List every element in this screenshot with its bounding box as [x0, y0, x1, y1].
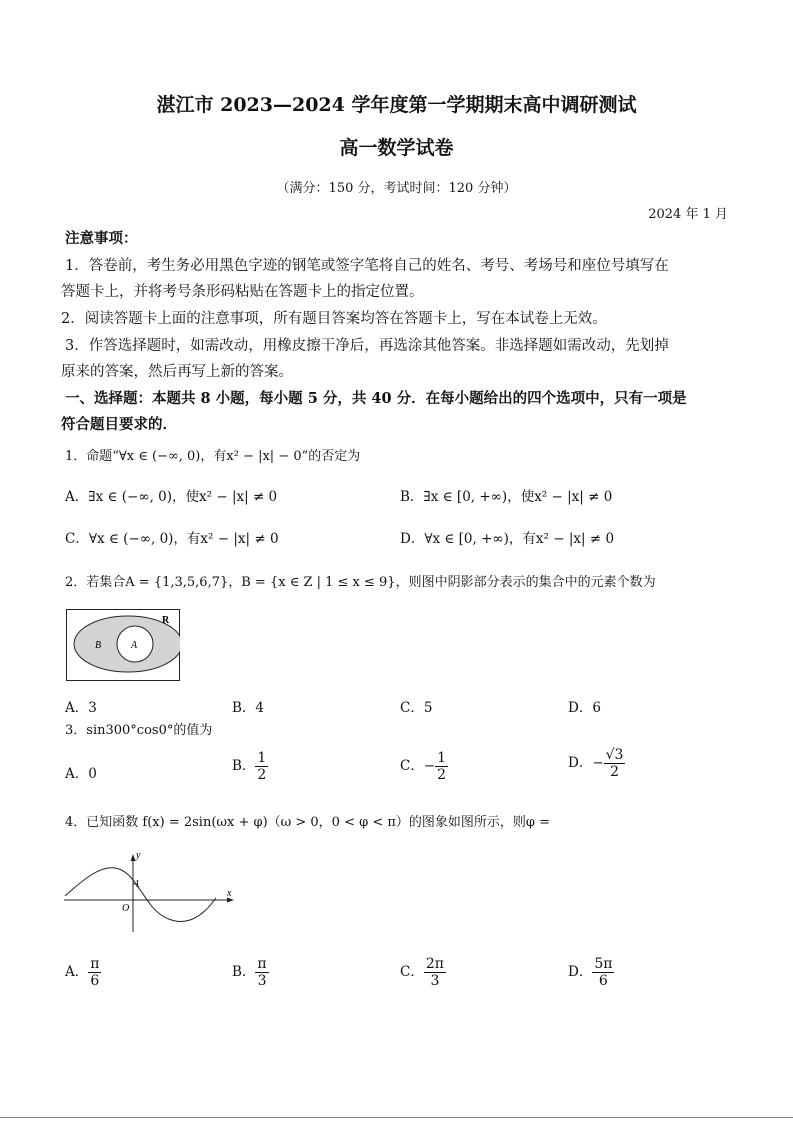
- q3-c-denominator: 2: [437, 767, 447, 783]
- q2-option-d: D．6: [568, 700, 601, 716]
- q3-option-b-fraction: [255, 750, 268, 783]
- q4-b-numerator: π: [257, 956, 267, 972]
- exam-subtitle: 高一数学试卷: [339, 137, 454, 159]
- exam-meta: （满分：150 分，考试时间：120 分钟）: [276, 181, 517, 196]
- q3-d-denominator: 2: [610, 764, 620, 780]
- q4-a-numerator: π: [90, 956, 100, 972]
- q4-stem: 4．已知函数 f(x) = 2sin(ωx + φ)（ω > 0，0 < φ < π）的图象如图所示，则φ =: [65, 815, 551, 830]
- q3-option-b-label: B．: [232, 758, 256, 774]
- venn-label-b: B: [95, 640, 102, 651]
- q3-b-numerator: 1: [257, 750, 267, 766]
- sine-curve: [65, 868, 216, 922]
- q4-option-a-fraction: [88, 956, 101, 989]
- q2-option-c: C．5: [400, 700, 433, 716]
- graph-y-arrow: [131, 854, 136, 861]
- sine-graph: [60, 848, 240, 934]
- graph-label-one: 1: [135, 879, 140, 890]
- q1-option-a: A．∃x ∈ (−∞, 0)，使x² − |x| ≠ 0: [65, 489, 278, 505]
- section-heading-line1: 一、选择题：本题共 8 小题，每小题 5 分，共 40 分．在每小题给出的四个选项中，只有一项是: [65, 390, 687, 407]
- graph-label-x: x: [227, 888, 232, 899]
- exam-date: 2024 年 1 月: [648, 207, 728, 222]
- notice-item-3a: 3．作答选择题时，如需改动，用橡皮擦干净后，再选涂其他答案。非选择题如需改动，先划掉: [65, 338, 669, 354]
- q4-option-a-label: A．: [65, 964, 89, 980]
- q4-option-b-label: B．: [232, 964, 256, 980]
- notice-item-2: 2．阅读答题卡上面的注意事项，所有题目答案均答在答题卡上，写在本试卷上无效。: [61, 311, 607, 327]
- q3-c-numerator: 1: [437, 750, 447, 766]
- q3-option-c: [400, 750, 448, 783]
- q4-option-c-label: C．: [400, 964, 424, 980]
- q1-option-c: C．∀x ∈ (−∞, 0)，有x² − |x| ≠ 0: [65, 531, 279, 547]
- graph-label-y: y: [136, 850, 141, 861]
- q4-option-d-label: D．: [568, 964, 593, 980]
- q4-option-b-fraction: [255, 956, 268, 989]
- q3-option-c-label: C．−: [400, 758, 436, 774]
- q2-stem: 2．若集合A = {1,3,5,6,7}，B = {x ∈ Z | 1 ≤ x ≤ 9}，则图中阴影部分表示的集合中的元素个数为: [65, 575, 656, 590]
- q4-b-denominator: 3: [257, 973, 267, 989]
- section-heading-line2: 符合题目要求的．: [61, 416, 177, 433]
- venn-label-a: A: [131, 640, 138, 651]
- notice-heading: 注意事项：: [65, 230, 138, 247]
- notice-item-3b: 原来的答案，然后再写上新的答案。: [61, 364, 293, 380]
- q3-stem: 3．sin300°cos0°的值为: [65, 723, 213, 738]
- q4-option-a: [65, 956, 101, 989]
- q3-option-a: A．0: [65, 766, 97, 782]
- q4-option-d-fraction: [592, 956, 614, 989]
- q3-option-d-label: D．−: [568, 755, 604, 771]
- q4-d-denominator: 6: [598, 973, 608, 989]
- q3-d-numerator: √3: [605, 747, 624, 763]
- q3-option-d-fraction: [604, 747, 626, 780]
- q2-option-b: B．4: [232, 700, 265, 716]
- q2-option-a: A．3: [65, 700, 97, 716]
- q4-c-denominator: 3: [430, 973, 440, 989]
- q4-option-d: [568, 956, 614, 989]
- page-bottom-rule: [0, 1117, 793, 1118]
- q4-d-numerator: 5π: [594, 956, 613, 972]
- q1-stem: 1．命题“∀x ∈ (−∞, 0)，有x² − |x| − 0”的否定为: [65, 449, 361, 464]
- venn-label-r: R: [162, 615, 170, 626]
- q4-c-numerator: 2π: [425, 956, 444, 972]
- q4-option-c-fraction: [424, 956, 446, 989]
- q1-option-b: B．∃x ∈ [0, +∞)，使x² − |x| ≠ 0: [400, 489, 613, 505]
- q3-option-b: [232, 750, 268, 783]
- notice-item-1b: 答题卡上，并将考号条形码粘贴在答题卡上的指定位置。: [61, 284, 424, 300]
- graph-label-origin: O: [122, 903, 130, 914]
- q4-a-denominator: 6: [90, 973, 100, 989]
- venn-diagram: [66, 609, 180, 681]
- q1-option-d: D．∀x ∈ [0, +∞)，有x² − |x| ≠ 0: [400, 531, 615, 547]
- q4-option-b: [232, 956, 269, 989]
- q3-b-denominator: 2: [257, 767, 267, 783]
- q4-option-c: [400, 956, 446, 989]
- q3-option-d: [568, 747, 625, 780]
- exam-title: 湛江市 2023—2024 学年度第一学期期末高中调研测试: [156, 94, 637, 116]
- notice-item-1a: 1．答卷前，考生务必用黑色字迹的钢笔或签字笔将自己的姓名、考号、考场号和座位号填写在: [65, 258, 669, 274]
- q3-option-c-fraction: [435, 750, 448, 783]
